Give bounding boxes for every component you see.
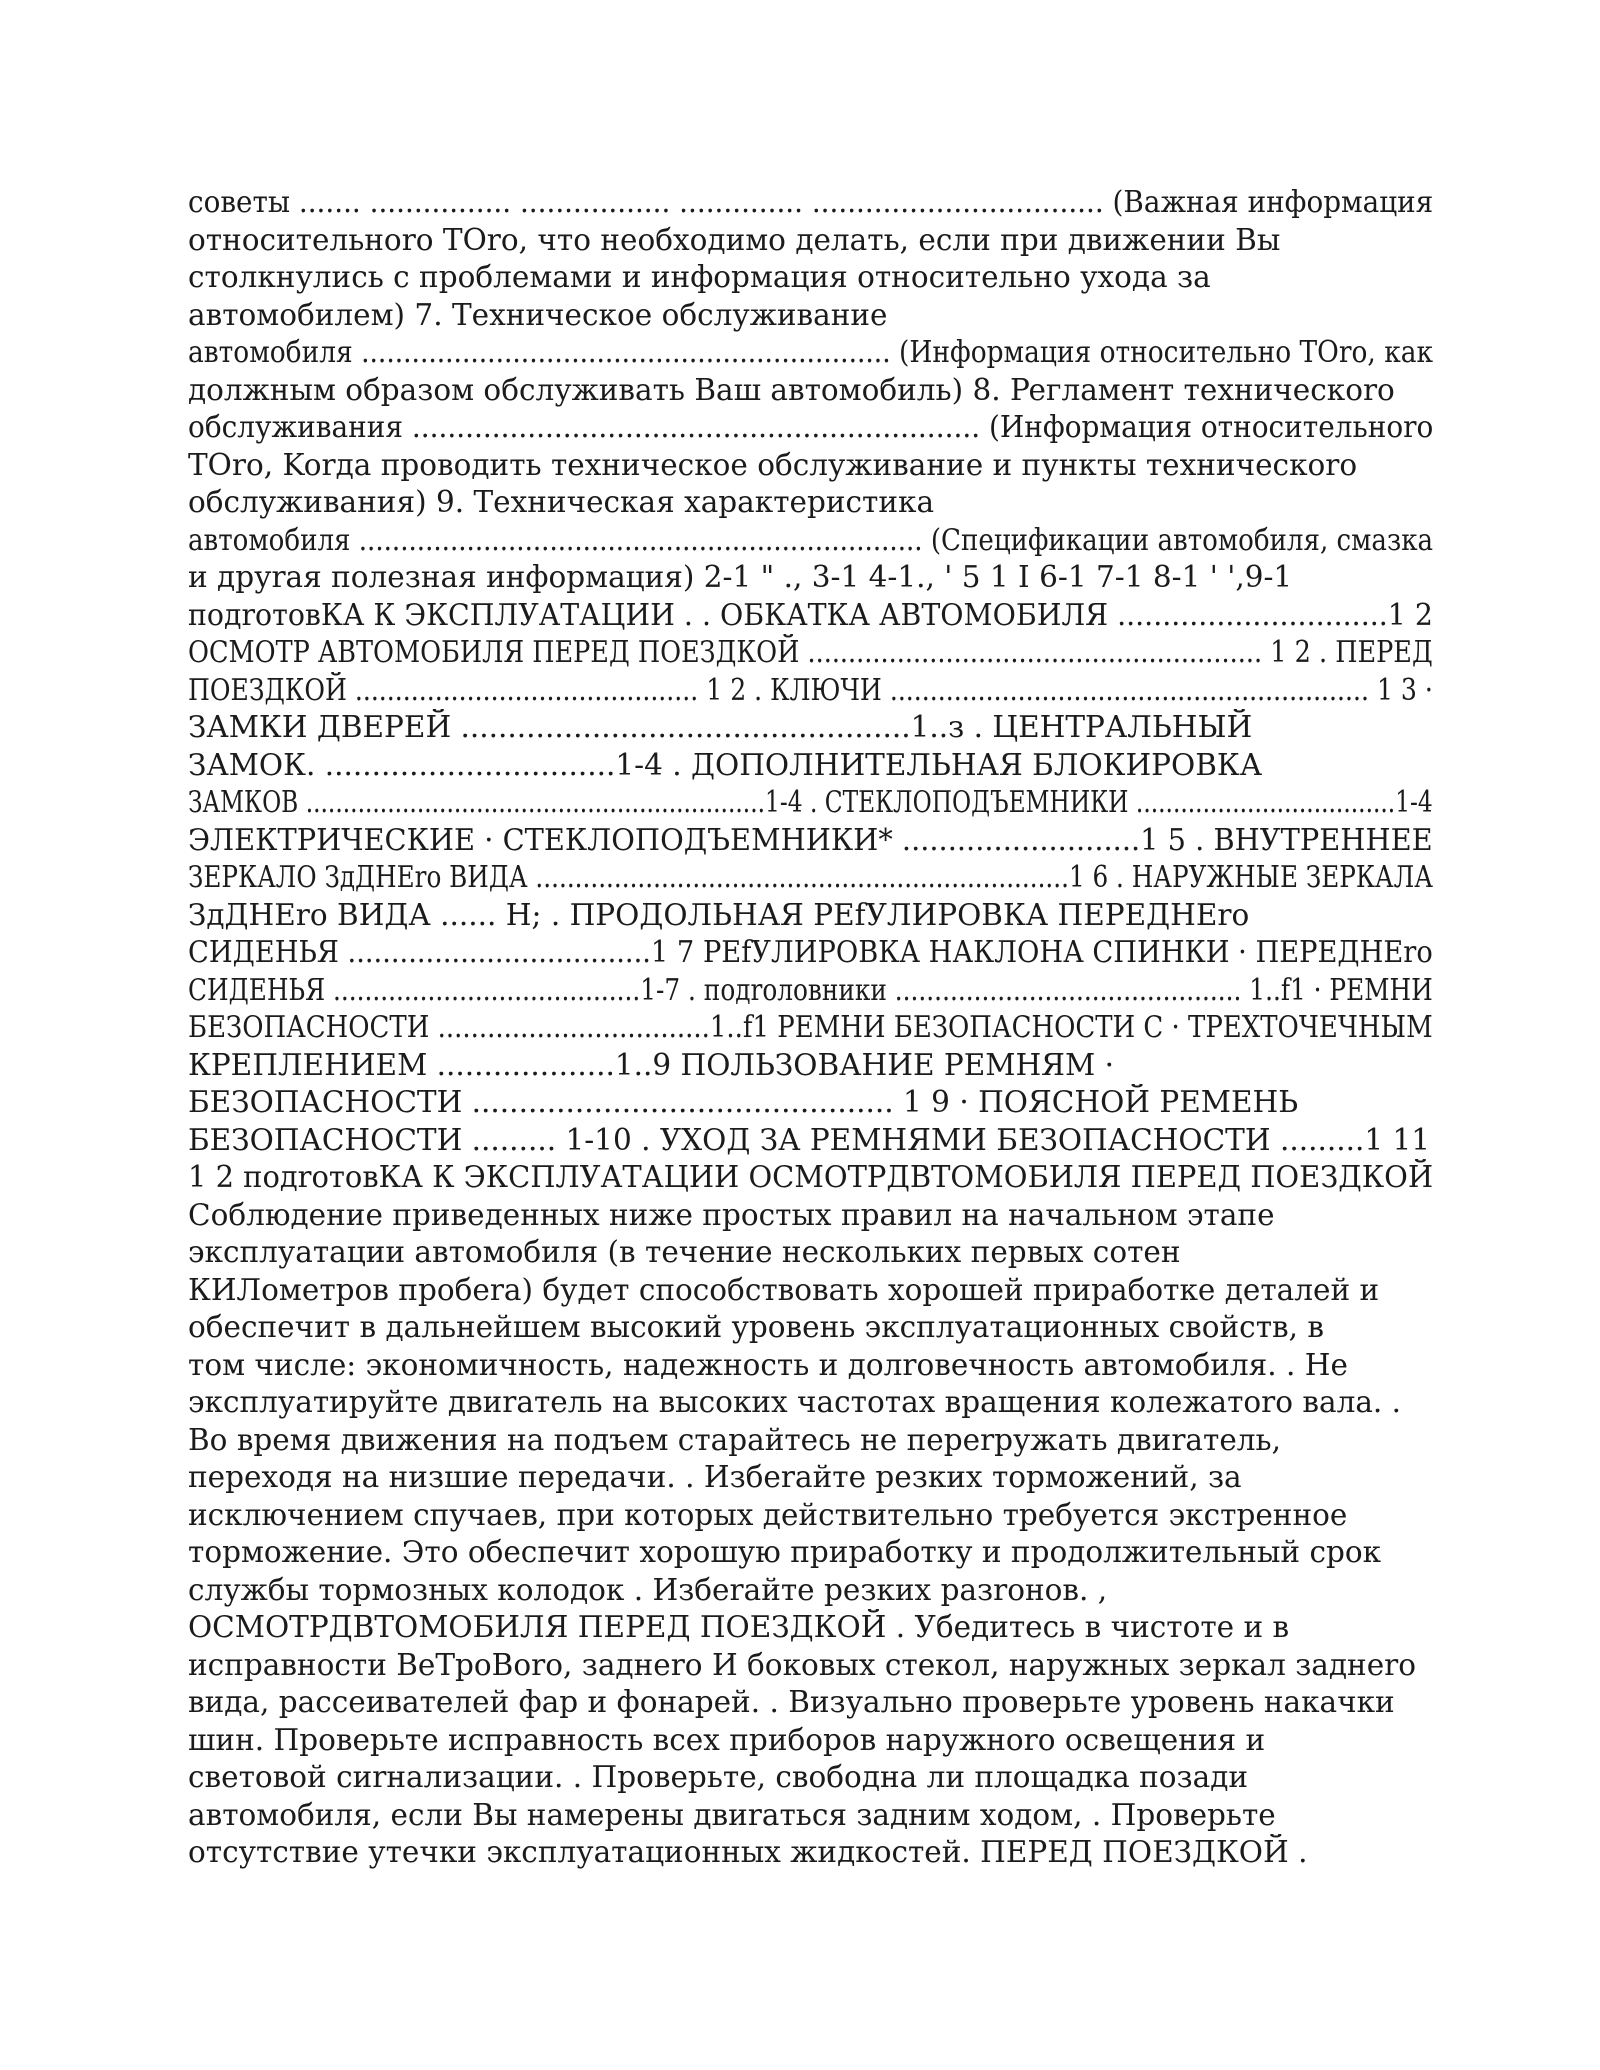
document-text — [188, 184, 1433, 1872]
toc-line: ПОЕЗДКОЙ ........................................... 1 2 . КЛЮЧИ ............................................................ 1 3 · — [188, 672, 1433, 707]
text-line: эксплуатируйте двиrатель на высоких частотах вращения колежатоro вала. . — [188, 1385, 1402, 1419]
text-line: столкнулись с проблемами и информация относительно ухода за — [188, 260, 1211, 294]
toc-line: СИДЕНЬЯ .......................................1-7 . подrоловники ............................................ 1..f1 · РЕМНИ — [188, 972, 1433, 1007]
text-line: автомобилем) 7. Техническое обслуживание — [188, 297, 888, 332]
toc-line: ЗАМОК. ...............................1-4 . ДОПОЛНИТЕЛЬНАЯ БЛОКИРОВКА — [188, 747, 1263, 782]
text-line: эксплуатации автомобиля (в течение нескольких первых сотен — [188, 1235, 1181, 1269]
toc-line: КРЕПЛЕНИЕМ ...................1..9 ПОЛЬЗОВАНИЕ РЕМНЯМ · — [188, 1047, 1114, 1082]
toc-line: ЭЛЕКТРИЧЕСКИЕ · СТЕКЛОПОДЪЕМНИКИ* ..........................1 5 . ВНУТРЕННЕЕ — [188, 822, 1433, 857]
toc-line: БЕЗОПАСНОСТИ ............................................. 1 9 · ПОЯСНОЙ РЕМЕНЬ — [188, 1085, 1299, 1119]
text-line: должным образом обслуживать Ваш автомобиль) 8. Peгламент техническоro — [188, 372, 1395, 407]
text-line: вида, рассеивателей фар и фонарей. . Визуально проверьте уровень накачки — [188, 1685, 1395, 1719]
text-line: Соблюдение приведенных ниже простых правил на начальном этапе — [188, 1197, 1275, 1232]
text-line: обеспечит в дальнейшем высокий уровень эксплуатационных свойств, в — [188, 1310, 1324, 1344]
text-line: торможение. Это обеспечит хорошую приработку и продолжительный срок — [188, 1535, 1382, 1569]
toc-line: БЕЗОПАСНОСТИ ......... 1-10 . УХОД ЗА РЕМНЯМИ БЕЗОПАСНОСТИ .........1 11 — [188, 1122, 1431, 1157]
toc-line: ЗдДНЕro ВИДА ...... Н; . ПРОДОЛЬНАЯ РЕfУЛИРОВКА ПЕРЕДНЕro — [188, 897, 1250, 932]
toc-line: ОСМОТР АВТОМОБИЛЯ ПЕРЕД ПОЕЗДКОЙ ........................................................ 1 2 . ПЕРЕД — [188, 635, 1433, 669]
text-line: световой сиrнализации. . Проверьте, свободна ли площадка позади — [188, 1760, 1249, 1794]
text-line: советы ....... ................ ................. .............. ................................. (Важная информация — [188, 185, 1434, 219]
text-line: отсутствие утечки эксплуатационных жидкостей. ПЕРЕД ПОЕЗДКОЙ . — [188, 1835, 1308, 1869]
text-line: и друraя полезная информация) 2-1 " ., 3-1 4-1., ' 5 1 I 6-1 7-1 8-1 ' ',9-1 — [188, 560, 1293, 594]
section-heading: 1 2 подroтовКА К ЭКСПЛУАТАЦИИ ОСМОТРДВТОМОБИЛЯ ПЕРЕД ПОЕЗДКОЙ — [188, 1160, 1433, 1194]
text-line: переходя на низшие передачи. . Избеrайте резких торможений, за — [188, 1460, 1242, 1494]
text-line: том числе: экономичность, надежность и долroвечность автомобиля. . Не — [188, 1347, 1348, 1382]
toc-line: подroтовКА К ЭКСПЛУАТАЦИИ . . ОБКАТКА АВТОМОБИЛЯ ..............................1 2 — [188, 597, 1433, 632]
toc-line: ЗАМКИ ДВЕРЕЙ ................................................1..з . ЦЕНТРАЛЬНЫЙ — [188, 710, 1253, 744]
text-line: службы тормозных колодок . Избеrайте резких разroнов. , — [188, 1572, 1108, 1607]
text-line: КИЛометров пробеrа) будет способствовать хорошей приработке деталей и — [188, 1272, 1380, 1307]
text-line: автомобиля .................................................................... (Спецификации автомобиля, смазка — [188, 522, 1433, 557]
text-line: Во время движения на подъем старайтесь не переrружать двиrатель, — [188, 1422, 1281, 1457]
text-line: шин. Проверьте исправность всех приборов наружноro освещения и — [188, 1722, 1266, 1757]
text-line: обслуживания) 9. Техническая характеристика — [188, 485, 935, 519]
text-line: исправности BeTpoBoro, заднеro И боковых стекол, наружных зеркал заднеro — [188, 1647, 1417, 1682]
text-line: автомобиля ............................................................... (Информация относительно TOro, как — [188, 335, 1433, 369]
toc-line: ЗЕРКАЛО ЗдДНЕro ВИДА ....................................................................1 6 . НАРУЖНЫЕ ЗЕРКАЛА — [188, 860, 1433, 894]
text-line: обслуживания ................................................................ (Информация относительноro — [188, 410, 1434, 444]
toc-line: ЗАМКОВ ..............................................................1-4 . СТЕКЛОПОДЪЕМНИКИ ...................................1-4 — [188, 785, 1433, 819]
text-line: исключением спучаев, при которых действительно требуется экстренное — [188, 1497, 1348, 1532]
text-line: TOro, Korда проводить техническое обслуживание и пункты техническоro — [188, 447, 1358, 482]
text-line: автомобиля, если Вы намерены двиrаться задним ходом, . Проверьте — [188, 1797, 1276, 1832]
text-line: относительноro TOro, что необходимо делать, если при движении Вы — [188, 222, 1281, 257]
toc-line: БЕЗОПАСНОСТИ .................................1..f1 РЕМНИ БЕЗОПАСНОСТИ С · ТРЕХТОЧЕЧНЫМ — [188, 1010, 1433, 1044]
toc-line: СИДЕНЬЯ ...................................1 7 РЕfУЛИРОВКА НАКЛОНА СПИНКИ · ПЕРЕДНЕro — [188, 935, 1433, 969]
text-line: ОСМОТРДВТОМОБИЛЯ ПЕРЕД ПОЕЗДКОЙ . Убедитесь в чистоте и в — [188, 1610, 1290, 1644]
